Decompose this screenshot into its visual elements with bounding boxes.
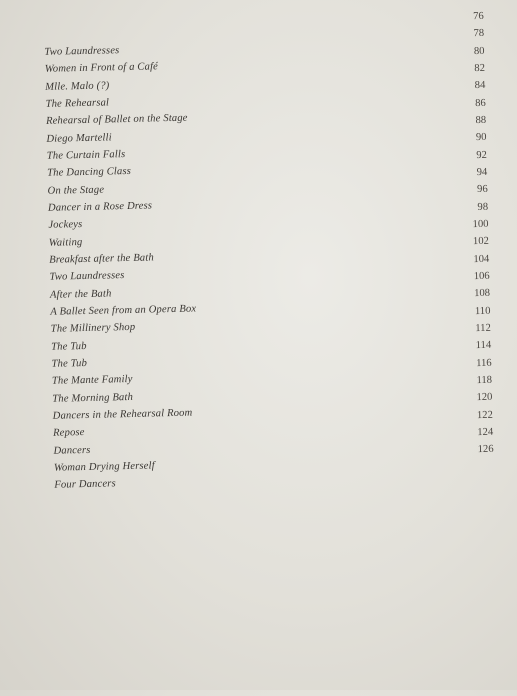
toc-entry-title: The Curtain Falls — [46, 148, 126, 162]
toc-entry-title: A Ballet Seen from an Opera Box — [50, 303, 197, 318]
toc-entry-title: Woman Drying Herself — [53, 460, 155, 474]
toc-entry-page-number: 92 — [476, 149, 488, 161]
toc-entry-page-number: 100 — [472, 218, 489, 231]
toc-entry-title: Diego Martelli — [46, 131, 112, 145]
toc-entry-page-number: 118 — [476, 374, 493, 387]
toc-entry-title: Women in Front of a Café — [44, 61, 159, 76]
toc-entry-title: Waiting — [48, 236, 83, 249]
toc-entry-page-number: 116 — [476, 357, 492, 369]
toc-entry-title: Dancers in the Rehearsal Room — [52, 407, 193, 422]
toc-entry-title: Four Dancers — [54, 478, 116, 492]
toc-entry-page-number: 80 — [473, 45, 485, 57]
toc-entry-page-number: 112 — [475, 322, 491, 335]
toc-entry-page-number: 86 — [475, 97, 486, 109]
toc-entry-title: The Mante Family — [51, 374, 133, 388]
toc-entry-title: Mlle. Malo (?) — [45, 79, 110, 93]
toc-entry-title: Rehearsal of Ballet on the Stage — [45, 112, 188, 128]
toc-entry-page-number: 106 — [473, 270, 490, 283]
toc-entry-title: Dancers — [53, 444, 91, 457]
toc-entry-page-number: 76 — [473, 10, 484, 23]
toc-entry-title: The Millinery Shop — [50, 322, 136, 336]
toc-entry-page-number: 82 — [474, 62, 486, 75]
toc-entry-page-number: 94 — [476, 166, 488, 179]
toc-entry-title: After the Bath — [49, 287, 112, 301]
toc-entry-page-number: 96 — [476, 184, 488, 196]
toc-entry-page-number: 108 — [474, 288, 491, 300]
toc-entry-page-number: 120 — [476, 392, 493, 404]
toc-entry-title: The Morning Bath — [52, 391, 134, 405]
toc-entry-title: Dancer in a Rose Dress — [47, 200, 153, 214]
toc-entry-page-number: 110 — [474, 305, 491, 317]
toc-entry-page-number: 90 — [475, 132, 487, 144]
toc-entry-page-number: 122 — [476, 409, 493, 421]
toc-entry-title: Two Laundresses — [49, 270, 125, 284]
toc-entry-title: Repose — [52, 427, 85, 440]
toc-entry-page-number: 88 — [475, 114, 487, 127]
toc-entry-title: The Tub — [51, 340, 87, 353]
toc-entry-title: On the Stage — [47, 184, 105, 197]
toc-entry-title: Jockeys — [48, 219, 83, 232]
toc-entry-title: The Rehearsal — [45, 97, 110, 110]
toc-entry-page-number: 102 — [472, 236, 489, 248]
toc-entry-title: The Tub — [51, 357, 88, 370]
toc-entry-page-number: 84 — [474, 80, 486, 92]
toc-entry-page-number: 124 — [477, 426, 494, 439]
toc-entry-page-number: 114 — [475, 340, 492, 352]
toc-entry-title: The Dancing Class — [47, 166, 132, 180]
toc-entry-page-number: 104 — [473, 253, 490, 265]
toc-entry-title: Two Laundresses — [44, 44, 120, 58]
toc-entry-page-number: 98 — [477, 201, 489, 213]
toc-entry-page-number: 126 — [477, 444, 494, 456]
toc-entry-page-number: 78 — [473, 28, 485, 40]
toc-entry-title: Breakfast after the Bath — [49, 252, 154, 266]
